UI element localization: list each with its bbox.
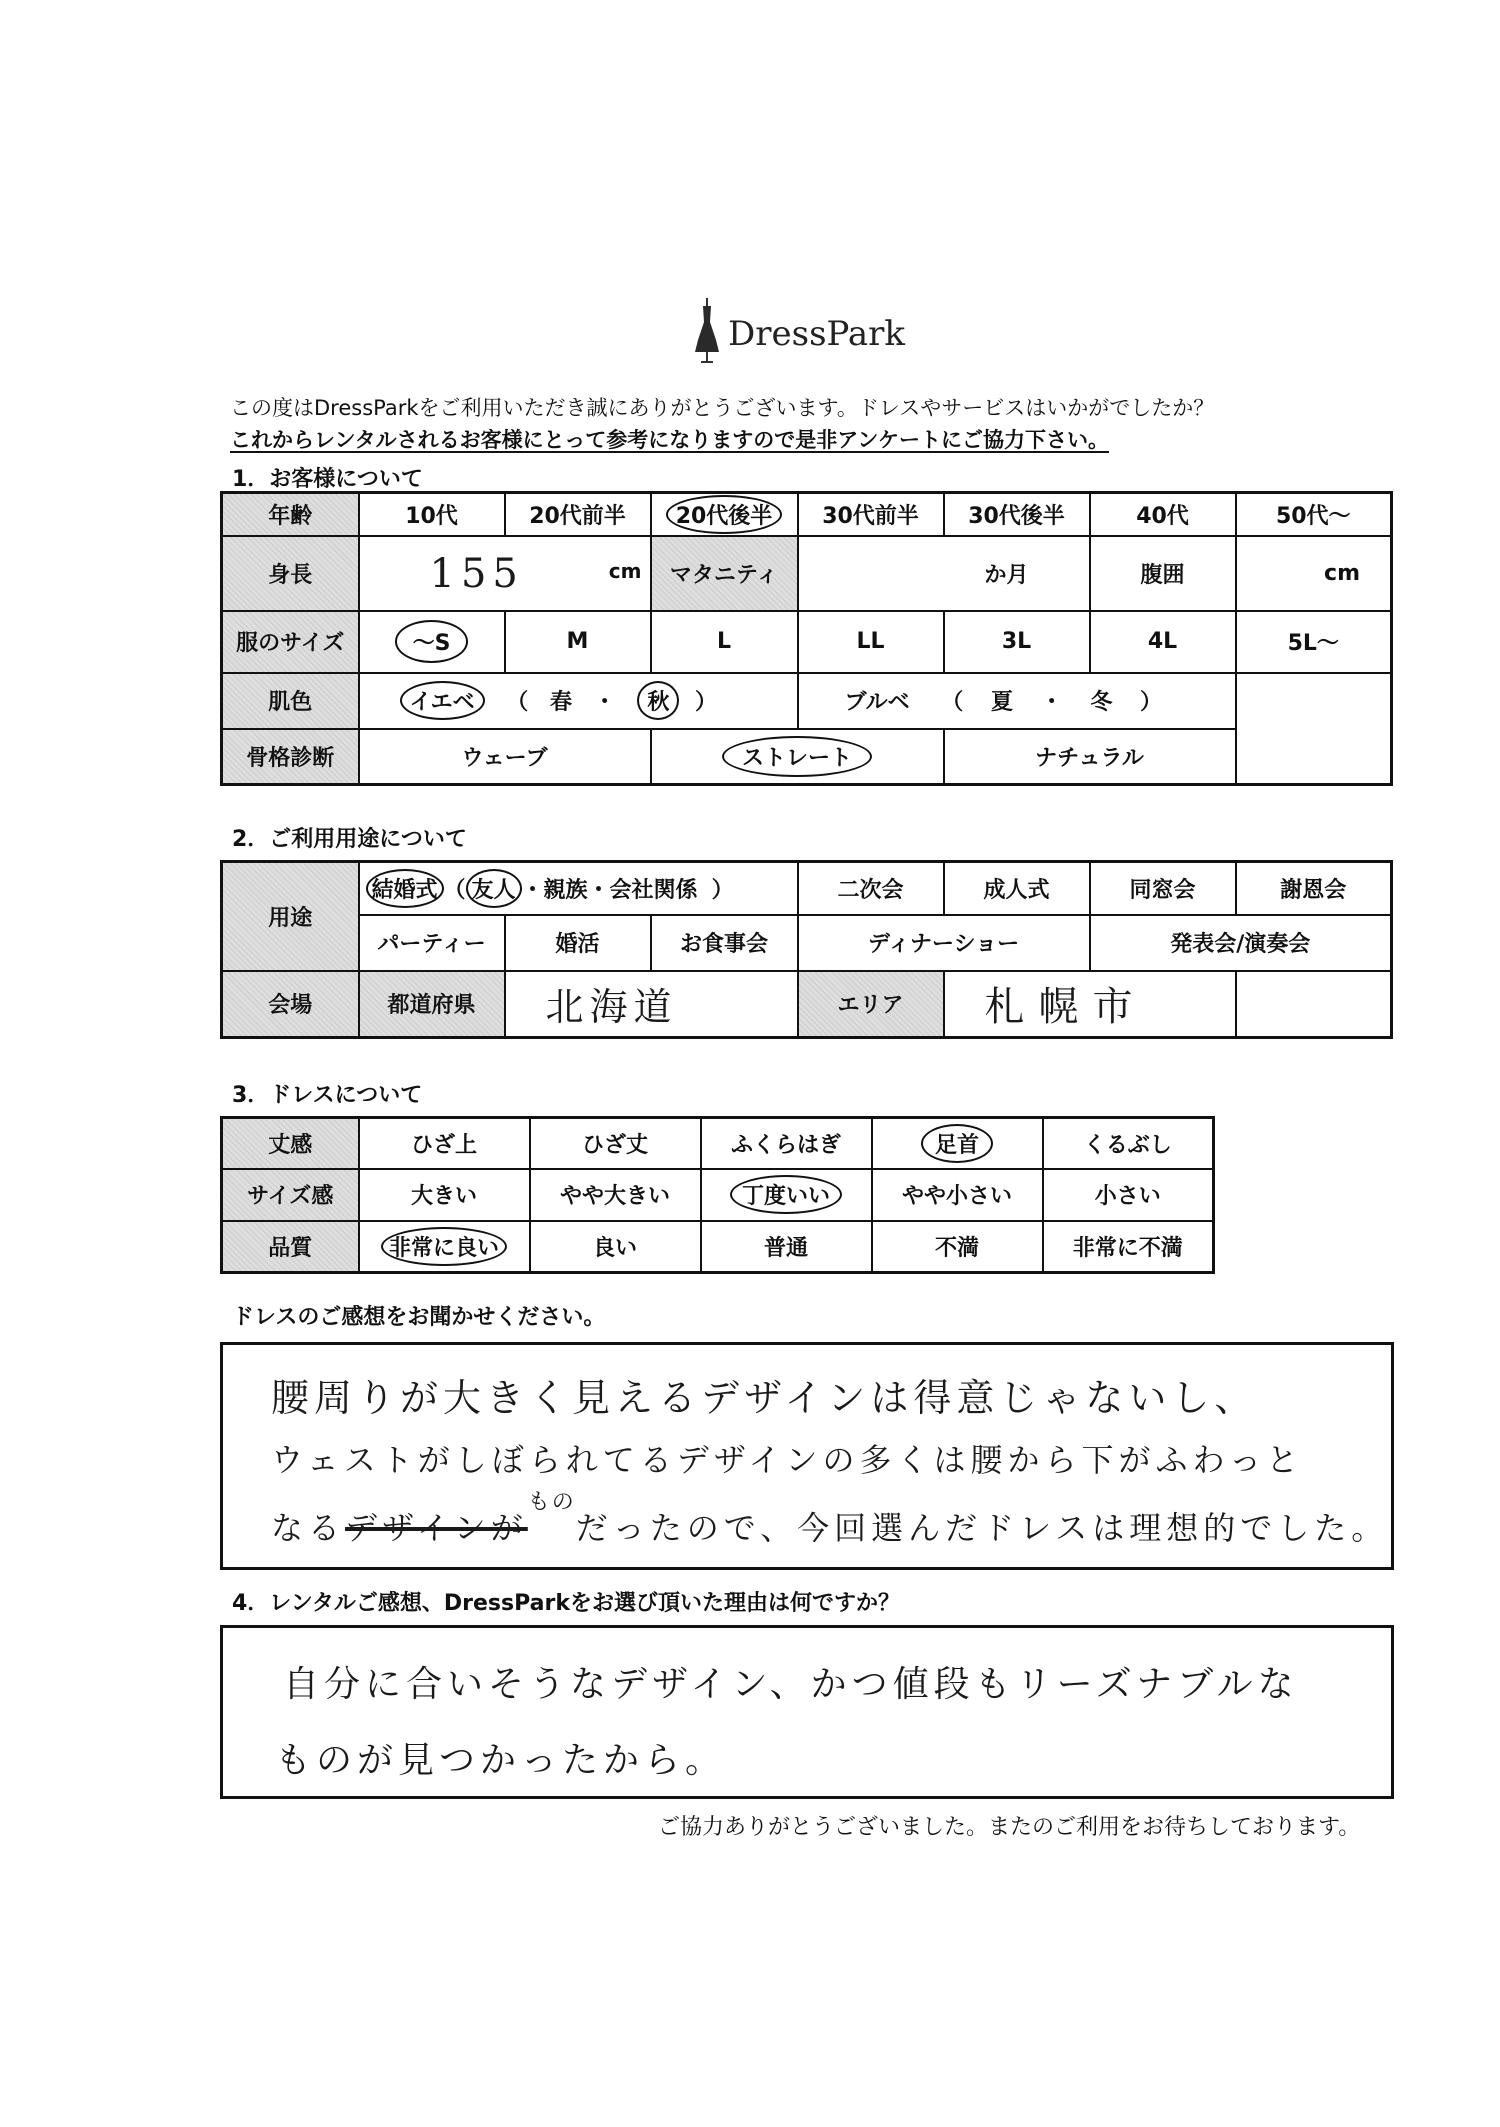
section2-title: 2．ご利用用途について (232, 827, 467, 852)
length-option[interactable]: くるぶし (1043, 1118, 1214, 1169)
area-field[interactable] (944, 971, 1236, 1038)
purpose-option[interactable]: パーティー (359, 915, 505, 971)
purpose-option[interactable]: 二次会 (798, 862, 944, 915)
size-option[interactable]: 3L (944, 611, 1090, 673)
intro-text: この度はDressParkをご利用いただき誠にありがとうございます。ドレスやサービスはいかがでしたか？ (230, 396, 1215, 420)
age-option[interactable]: 10代 (359, 493, 505, 536)
bone-label: 骨格診断 (222, 729, 359, 785)
quality-option-selected[interactable] (359, 1221, 530, 1273)
dress-table (220, 1116, 1215, 1274)
selected-marker: 20代後半 (666, 495, 783, 534)
closing-message: ご協力ありがとうございました。またのご利用をお待ちしております。 (658, 1815, 1361, 1840)
impression-textbox[interactable] (220, 1342, 1394, 1570)
impression-line: 腰周りが大きく見えるデザインは得意じゃないし、 (271, 1376, 1258, 1420)
length-option-selected[interactable] (872, 1118, 1043, 1169)
age-option[interactable]: 30代後半 (944, 493, 1090, 536)
fit-label: サイズ感 (222, 1169, 359, 1221)
waist-field[interactable] (1236, 536, 1392, 611)
length-label: 丈感 (222, 1118, 359, 1169)
usage-table (220, 860, 1393, 1039)
selected-marker: イエベ (400, 681, 485, 720)
maternity-label: マタニティ (651, 536, 798, 611)
empty-cell (1236, 971, 1392, 1038)
bone-option[interactable]: ナチュラル (944, 729, 1236, 785)
purpose-option[interactable]: お食事会 (651, 915, 798, 971)
skin-blue: ブルベ (844, 690, 910, 715)
waist-label: 腹囲 (1090, 536, 1236, 611)
empty-cell (1236, 673, 1392, 729)
fit-option[interactable]: やや大きい (530, 1169, 701, 1221)
reason-line: 自分に合いそうなデザイン、かつ値段もリーズナブルな (283, 1664, 1299, 1705)
quality-option[interactable]: 良い (530, 1221, 701, 1273)
struck-text: デザインが (345, 1509, 528, 1547)
length-option[interactable]: ふくらはぎ (701, 1118, 872, 1169)
selected-marker: 丁度いい (730, 1175, 842, 1214)
selected-marker: ～S (395, 620, 469, 663)
length-option[interactable]: ひざ上 (359, 1118, 530, 1169)
age-label: 年齢 (222, 493, 359, 536)
size-option[interactable]: M (505, 611, 651, 673)
height-value: 155 (429, 550, 524, 597)
age-option-selected[interactable] (651, 493, 798, 536)
impression-line: ウェストがしぼられてるデザインの多くは腰から下がふわっと (271, 1441, 1304, 1479)
size-option-selected[interactable] (359, 611, 505, 673)
impression-title: ドレスのご感想をお聞かせください。 (232, 1305, 606, 1330)
height-unit: cm (608, 558, 642, 583)
quality-option[interactable]: 非常に不満 (1043, 1221, 1214, 1273)
purpose-option[interactable]: 同窓会 (1090, 862, 1236, 915)
area-value: 札幌市 (984, 984, 1147, 1031)
section4-title: 4．レンタルご感想、DressParkをお選び頂いた理由は何ですか？ (232, 1591, 900, 1616)
quality-label: 品質 (222, 1221, 359, 1273)
height-field[interactable] (359, 536, 651, 611)
purpose-label: 用途 (222, 862, 359, 971)
skin-blue-group[interactable]: ブルベ （ 夏 ・ 冬 ） (798, 673, 1236, 729)
selected-marker: 友人 (466, 869, 522, 908)
wedding-option[interactable]: 結婚式 （ 友人 ・親族・会社関係 ） (359, 862, 798, 915)
purpose-option[interactable]: 発表会/演奏会 (1090, 915, 1392, 971)
selected-marker: 足首 (921, 1124, 993, 1163)
relatives-options: ・親族・会社関係 (521, 877, 698, 903)
skin-summer: 夏 (990, 690, 1013, 715)
pref-field[interactable] (505, 971, 798, 1038)
quality-option[interactable]: 普通 (701, 1221, 872, 1273)
size-option[interactable]: 4L (1090, 611, 1236, 673)
fit-option[interactable]: やや小さい (872, 1169, 1043, 1221)
skin-winter: 冬 (1090, 690, 1113, 715)
size-option[interactable]: 5L～ (1236, 611, 1392, 673)
selected-marker: 非常に良い (381, 1227, 507, 1266)
fit-option-selected[interactable] (701, 1169, 872, 1221)
reason-line: ものが見つかったから。 (275, 1740, 727, 1781)
height-label: 身長 (222, 536, 359, 611)
brand-name: DressPark (728, 314, 906, 354)
size-option[interactable]: L (651, 611, 798, 673)
skin-label: 肌色 (222, 673, 359, 729)
inserted-text: もの (527, 1490, 576, 1515)
skin-yellow-group[interactable]: イエベ （ 春 ・ 秋 ） (359, 673, 798, 729)
age-option[interactable]: 20代前半 (505, 493, 651, 536)
maternity-unit: か月 (984, 562, 1029, 588)
empty-cell (1236, 729, 1392, 785)
selected-marker: 結婚式 (366, 869, 444, 908)
dresspark-logo (690, 296, 910, 376)
intro-request: これからレンタルされるお客様にとって参考になりますので是非アンケートにご協力下さい。 (230, 428, 1109, 452)
size-label: 服のサイズ (222, 611, 359, 673)
age-option[interactable]: 30代前半 (798, 493, 944, 536)
area-label: エリア (798, 971, 944, 1038)
customer-table (220, 491, 1393, 786)
waist-unit: cm (1324, 560, 1360, 586)
selected-marker: ストレート (722, 736, 872, 777)
venue-label: 会場 (222, 971, 359, 1038)
length-option[interactable]: ひざ丈 (530, 1118, 701, 1169)
impression-line: なるデザインが$^{もの}$だったので、今回選んだドレスは理想的でした。 (271, 1490, 1389, 1547)
skin-spring: 春 (549, 690, 572, 715)
reason-textbox[interactable] (220, 1625, 1394, 1799)
fit-option[interactable]: 小さい (1043, 1169, 1214, 1221)
purpose-option[interactable]: 婚活 (505, 915, 651, 971)
section3-title: 3．ドレスについて (232, 1083, 423, 1108)
purpose-option[interactable]: ディナーショー (798, 915, 1090, 971)
size-option[interactable]: LL (798, 611, 944, 673)
selected-marker: 秋 (637, 681, 679, 720)
bone-option-selected[interactable] (651, 729, 944, 785)
bone-option[interactable]: ウェーブ (359, 729, 651, 785)
maternity-field[interactable] (798, 536, 1090, 611)
age-option[interactable]: 50代～ (1236, 493, 1392, 536)
pref-value: 北海道 (545, 985, 678, 1030)
fit-option[interactable]: 大きい (359, 1169, 530, 1221)
age-option[interactable]: 40代 (1090, 493, 1236, 536)
section1-title: 1．お客様について (232, 467, 423, 492)
pref-label: 都道府県 (359, 971, 505, 1038)
dress-icon (692, 296, 722, 366)
purpose-option[interactable]: 成人式 (944, 862, 1090, 915)
quality-option[interactable]: 不満 (872, 1221, 1043, 1273)
purpose-option[interactable]: 謝恩会 (1236, 862, 1392, 915)
